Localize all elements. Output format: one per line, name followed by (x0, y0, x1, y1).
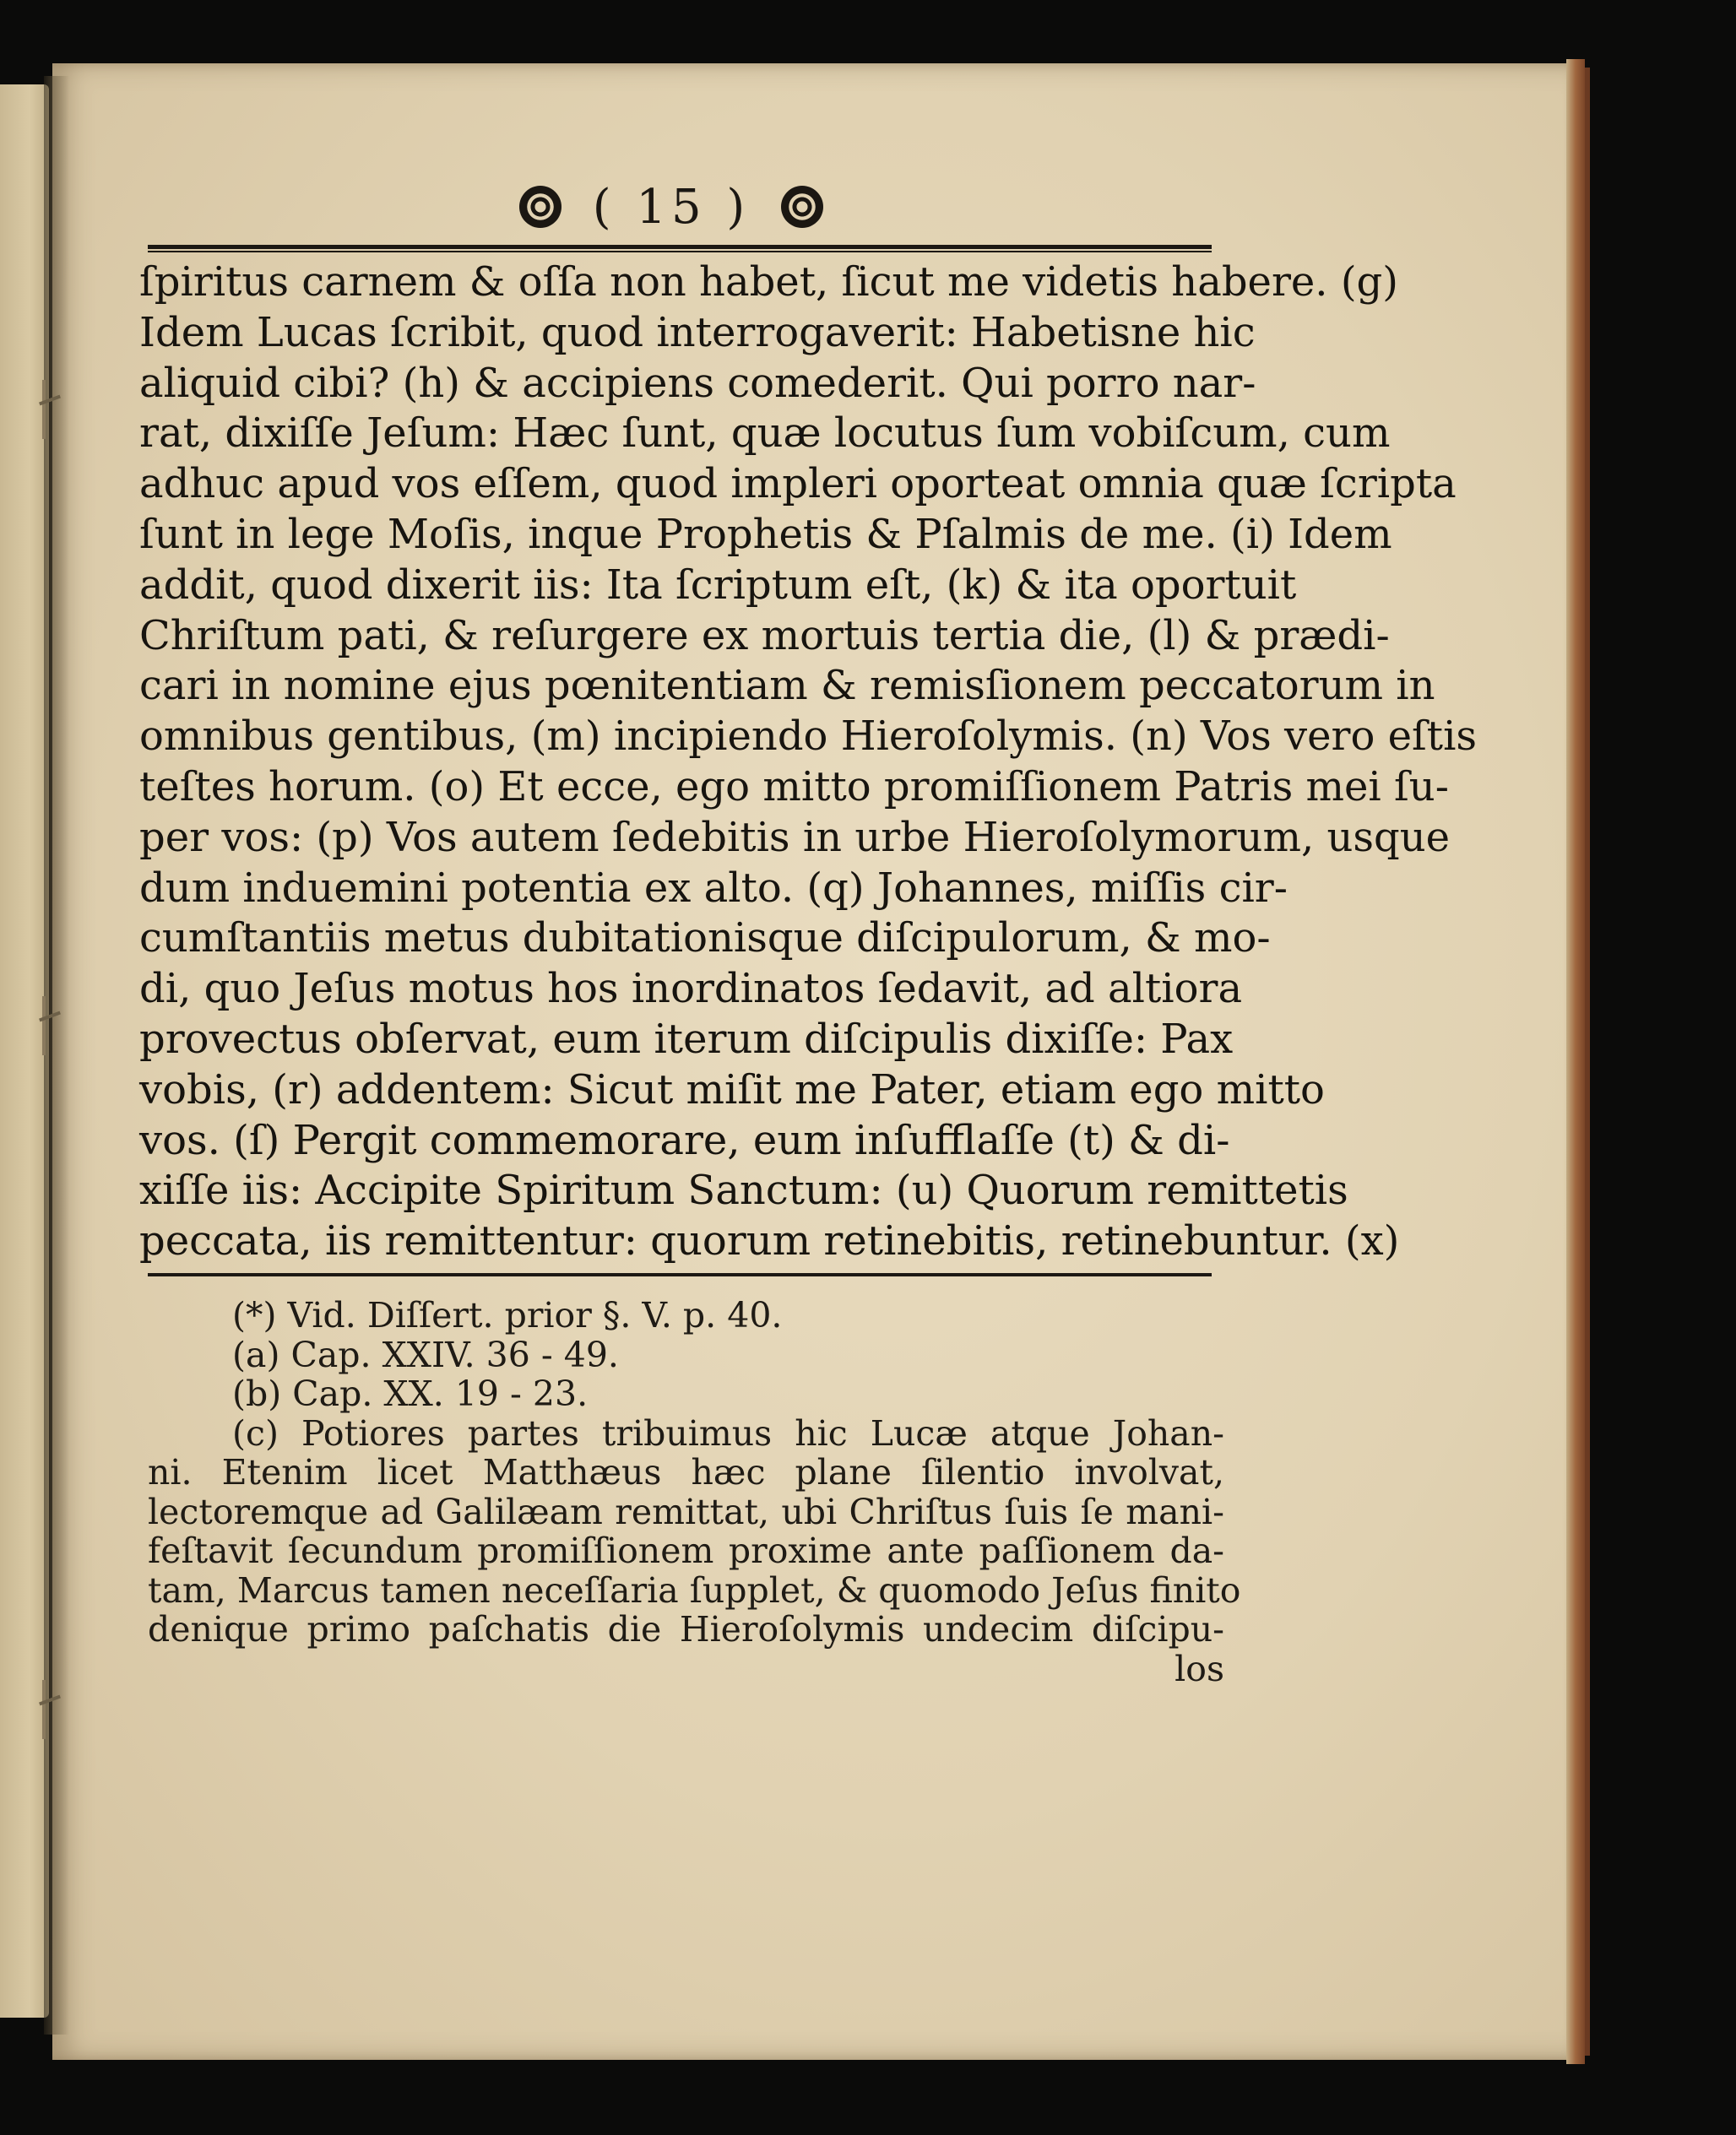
page-number: ( 15 ) (592, 179, 751, 235)
footnote-line: (a) Cap. XXIV. 36 - 49. (232, 1334, 619, 1375)
footnote-line: (b) Cap. XX. 19 - 23. (232, 1374, 589, 1414)
binding-stitch (39, 380, 61, 439)
footnote-line: (c) Potiores partes tribuimus hic Lucæ atque Johan- (232, 1412, 1224, 1454)
text-line: vobis, (r) addentem: Sicut miſit me Pater, etiam ego mitto (139, 1065, 1325, 1114)
footnotes (148, 1295, 1241, 1689)
text-line: per vos: (p) Vos autem ſedebitis in urbe Hieroſolymorum, usque (139, 813, 1451, 861)
rosette-ornament-icon (781, 186, 823, 228)
running-header (519, 173, 823, 241)
text-line: cari in nomine ejus pœnitentiam & remisſionem peccatorum in (139, 662, 1435, 710)
text-line: Chriſtum pati, & reſurgere ex mortuis tertia die, (l) & prædi- (139, 611, 1390, 659)
text-line: rat, dixiſſe Jeſum: Hæc ſunt, quæ locutus ſum vobiſcum, cum (139, 409, 1391, 458)
footnote-line: denique primo paſchatis die Hieroſolymis undecim diſcipu- (148, 1609, 1224, 1650)
footnote-line: lectoremque ad Galilæam remittat, ubi Chriſtus ſuis ſe mani- (148, 1491, 1224, 1532)
footnote-line: ni. Etenim licet Matthæus hæc plane ſilentio involvat, (148, 1452, 1224, 1493)
page-edge (1566, 59, 1585, 2064)
text-line: Idem Lucas ſcribit, quod interrogaverit: Habetisne hic (139, 308, 1256, 356)
binding-stitch (39, 1680, 61, 1739)
page-edge-dark (1585, 68, 1590, 2056)
text-line: adhuc apud vos eſſem, quod impleri oporteat omnia quæ ſcripta (139, 460, 1457, 508)
text-line: addit, quod dixerit iis: Ita ſcriptum eſt, (k) & ita oportuit (139, 561, 1297, 609)
text-line: di, quo Jeſus motus hos inordinatos ſedavit, ad altiora (139, 965, 1243, 1013)
footnote-rule (148, 1273, 1212, 1276)
footnote-line: (*) Vid. Diſſert. prior §. V. p. 40. (232, 1295, 783, 1336)
catchword: los (1175, 1648, 1224, 1689)
text-line: teſtes horum. (o) Et ecce, ego mitto promiſſionem Patris mei ſu- (139, 762, 1449, 810)
text-line: peccata, iis remittentur: quorum retinebitis, retinebuntur. (x) (139, 1217, 1400, 1265)
text-line: omnibus gentibus, (m) incipiendo Hieroſolymis. (n) Vos vero eſtis (139, 713, 1478, 761)
header-rule (148, 245, 1212, 249)
rosette-ornament-icon (519, 186, 561, 228)
footnote-line: tam, Marcus tamen neceſſaria ſupplet, & quomodo Jeſus finito (148, 1569, 1241, 1611)
text-line: ſpiritus carnem & oſſa non habet, ſicut me videtis habere. (g) (139, 258, 1398, 306)
main-text (139, 257, 1478, 1267)
text-line: vos. (ſ) Pergit commemorare, eum inſufflaſſe (t) & di- (139, 1116, 1230, 1164)
text-line: xiſſe iis: Accipite Spiritum Sanctum: (u) Quorum remittetis (139, 1167, 1348, 1215)
text-line: dum induemini potentia ex alto. (q) Johannes, miſſis cir- (139, 864, 1288, 912)
header-rule-thin (148, 251, 1212, 252)
gutter-shadow (44, 76, 69, 2035)
text-line: cumſtantiis metus dubitationisque diſcipulorum, & mo- (139, 914, 1271, 962)
text-line: aliquid cibi? (h) & accipiens comederit. Qui porro nar- (139, 359, 1256, 407)
text-line: provectus obſervat, eum iterum diſcipulis dixiſſe: Pax (139, 1015, 1234, 1063)
text-line: ſunt in lege Moſis, inque Prophetis & Pſalmis de me. (i) Idem (139, 510, 1392, 558)
binding-stitch (39, 996, 61, 1055)
footnote-line: feſtavit ſecundum promiſſionem proxime ante paſſionem da- (148, 1531, 1224, 1571)
